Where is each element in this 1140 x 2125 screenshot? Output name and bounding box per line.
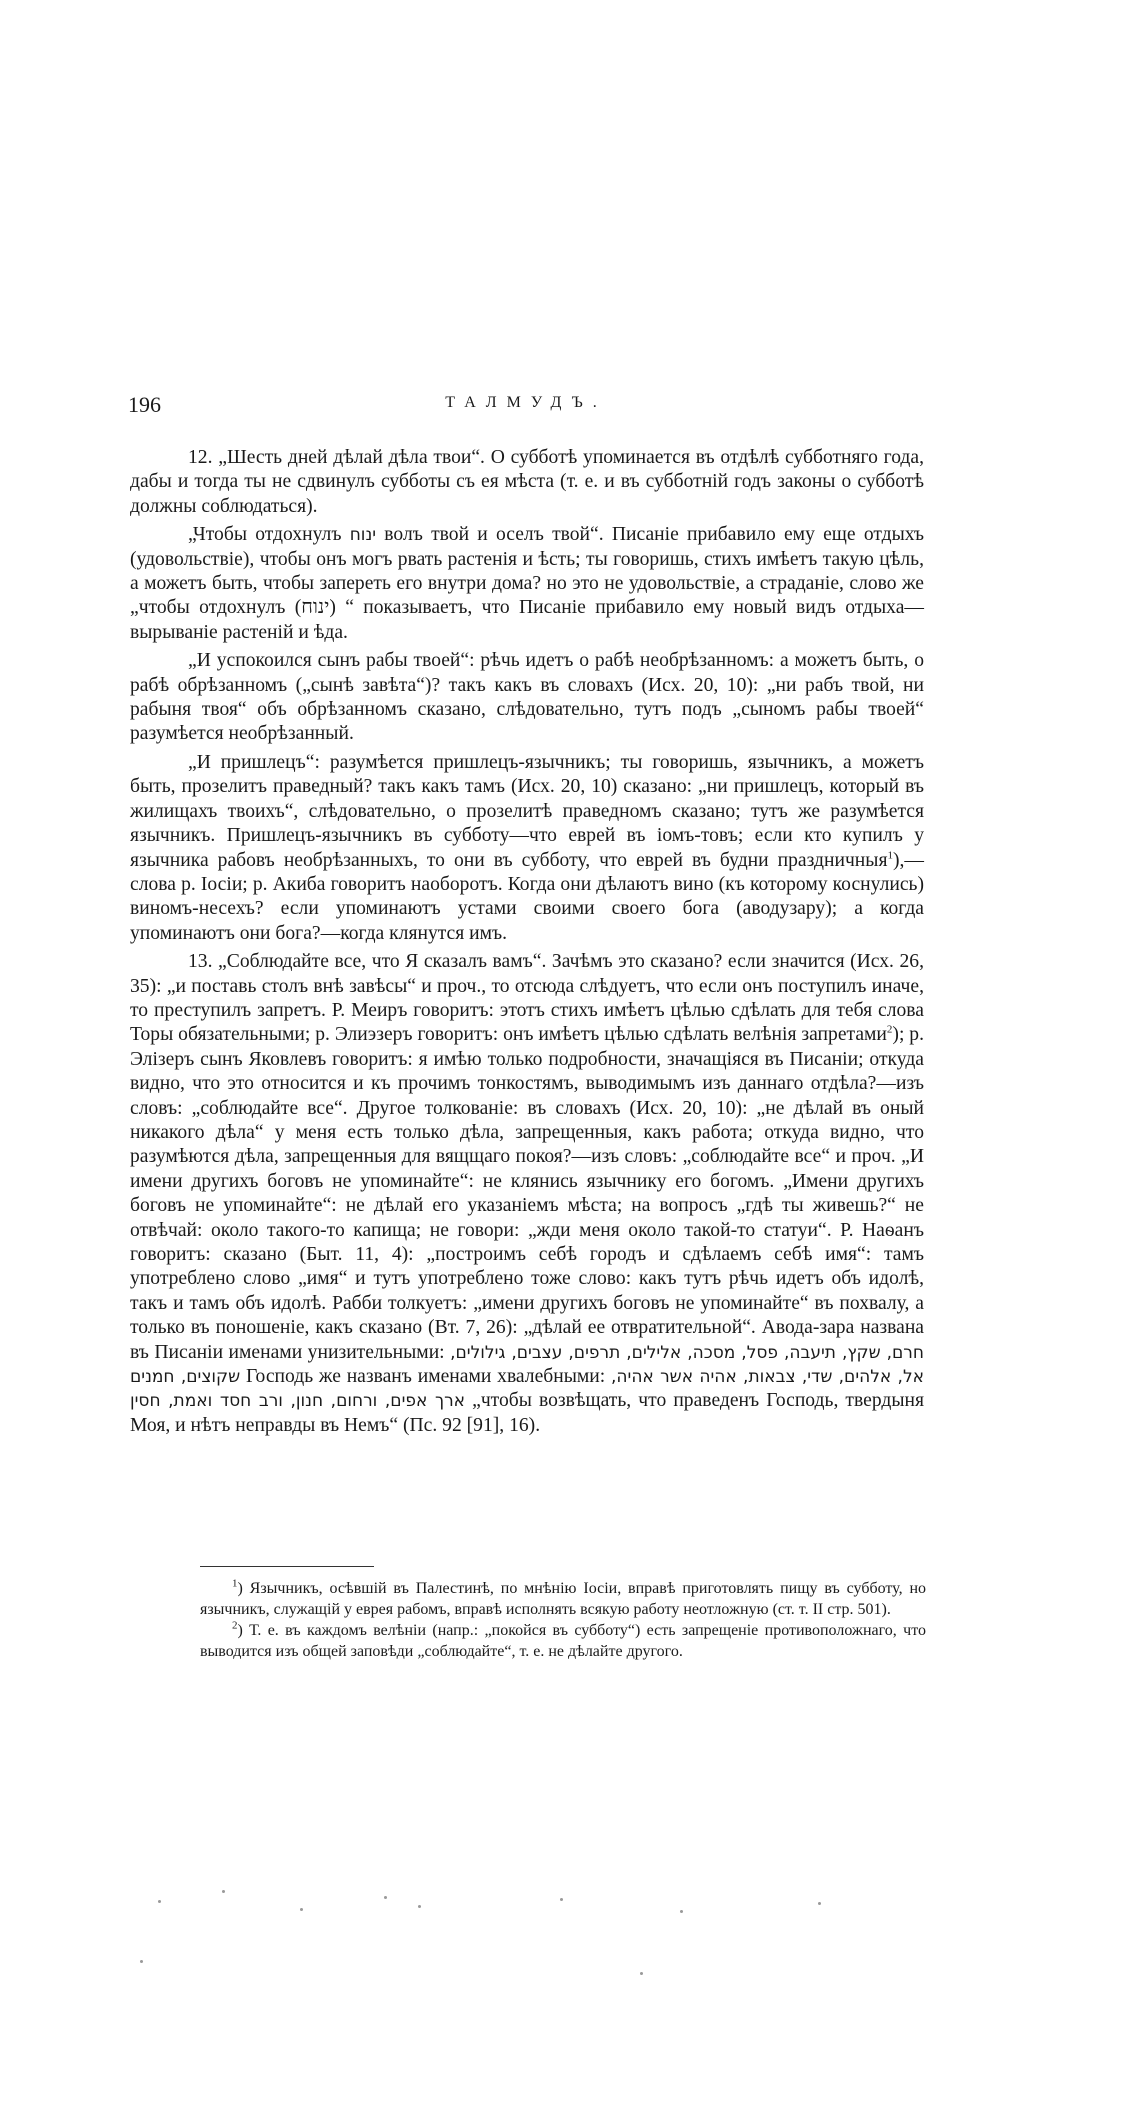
footnote-mark: 2 (232, 1619, 238, 1632)
footnotes (200, 1578, 926, 1662)
footnote-2 (200, 1620, 926, 1662)
paragraph-text: ),—слова р. Іосіи; р. Акиба говоритъ наоборотъ. Когда они дѣлаютъ вино (къ которому коснулись) виномъ-несехъ? если упоминаютъ устами своими своего бога (аводузару); а когда упоминаютъ они бога?—когда клянутся имъ. (130, 849, 924, 944)
paragraph-slave-son (130, 649, 924, 747)
paragraph-text: „чтобы возвѣщать, что праведенъ Господь, твердыня Моя, и нѣтъ неправды въ Немъ“ (Пс. 92 [91], 16). (130, 1390, 924, 1436)
scan-speck (680, 1910, 683, 1913)
scan-speck (158, 1900, 161, 1903)
paragraph-13 (130, 950, 924, 1438)
footnote-mark: 1 (232, 1577, 238, 1590)
hebrew-word: ינוח (349, 525, 377, 546)
footnote-text: ) Т. е. въ каждомъ велѣніи (напр.: „покойся въ субботу“) есть запрещеніе противоположнаго, что выводится изъ общей заповѣди „соблюдайте“, т. е. не дѣлайте другого. (200, 1622, 926, 1660)
paragraph-text: „И успокоился сынъ рабы твоей“: рѣчь идетъ о рабѣ необрѣзанномъ: а можетъ быть, о рабѣ обрѣзанномъ („сынѣ завѣта“)? такъ какъ въ словахъ (Исх. 20, 10): „ни рабъ твой, ни рабыня твоя“ объ обрѣзанномъ сказано, слѣдовательно, тутъ подъ „сыномъ рабы твоей“ разумѣется необрѣзанный. (130, 650, 924, 745)
paragraph-text: ); р. Элізеръ сынъ Яковлевъ говоритъ: я имѣю только подробности, значащіяся въ Писаніи; откуда видно, что это относится и къ прочимъ тонкостямъ, выводимымъ изъ даннаго отдѣла?—изъ словъ: „соблюдайте все“. Другое толкованіе: въ словахъ (Исх. 20, 10): „не дѣлай въ оный никакого дѣла“ у меня есть только дѣла, запрещенныя, какъ работа; откуда видно, что разумѣются дѣла, запрещенныя для вящщаго покоя?—изъ словъ: „соблюдайте все“ и проч. „И имени другихъ боговъ не упоминайте“: не клянись язычнику его богомъ. „Имени другихъ боговъ не упоминайте“: не дѣлай его указаніемъ мѣста; на вопросъ „гдѣ ты живешь?“ не отвѣчай: около такого-то капища; не говори: „жди меня около такой-то статуи“. Р. Наѳанъ говоритъ: сказано (Быт. 11, 4): „построимъ себѣ городъ и сдѣлаемъ себѣ имя“: тамъ употреблено слово „имя“ и тутъ употреблено тоже слово: какъ тутъ рѣчь идетъ объ идолѣ, такъ и тамъ объ идолѣ. Рабби толкуетъ: „имени другихъ боговъ не упоминайте“ въ похвалу, а только въ поношеніе, какъ сказано (Вт. 7, 26): „дѣлай ее отвратительной“. Авода-зара названа въ Писаніи именами унизительными: (130, 1024, 924, 1363)
hebrew-names-god: אל, אלהים, שדי, צבאות, אהיה אשר אהיה, ארך אפים, ורחום, חנון, ורב חסד ואמת, חסין (130, 1367, 924, 1412)
paragraph-text: „Чтобы отдохнулъ (188, 524, 350, 546)
paragraph-text: 13. „Соблюдайте все, что Я сказалъ вамъ“. Зачѣмъ это сказано? если значится (Исх. 26, 35): „и поставь столъ внѣ завѣсы“ и проч., то отсюда слѣдуетъ, что если онъ поступилъ иначе, то преступилъ запретъ. Р. Меиръ говоритъ: этотъ стихъ имѣетъ цѣлью сдѣлать для тебя слова Торы обязательными; р. Элиэзеръ говоритъ: онъ имѣетъ цѣлью сдѣлать велѣнія запретами (130, 951, 924, 1046)
footnote-divider (200, 1566, 374, 1567)
page-header (128, 392, 924, 422)
paragraph-text: волъ твой и оселъ твой“. Писаніе прибавило ему еще отдыхъ (удовольствіе), чтобы онъ могъ рвать растенія и ѣсть; ты говоришь, стихъ имѣетъ такую цѣль, а можетъ быть, чтобы запереть его внутри дома? но это не удовольствіе, а страданіе, слово же „чтобы отдохнулъ (ינוח) “ показываетъ, что Писаніе прибавило ему новый видъ отдыха—вырываніе растеній и ѣда. (130, 524, 924, 643)
scan-speck (560, 1898, 563, 1901)
footnote-text: ) Язычникъ, осѣвшій въ Палестинѣ, по мнѣнію Іосіи, вправѣ приготовлять пищу въ субботу, но язычникъ, служащій у еврея рабомъ, вправѣ исполнять всякую работу неотложную (ст. т. II стр. 501). (200, 1580, 926, 1618)
paragraph-rest-animals (130, 523, 924, 645)
footnote-ref-1: 1 (887, 848, 893, 861)
scan-speck (222, 1890, 225, 1893)
scan-speck (300, 1908, 303, 1911)
paragraph-text: Господь же названъ именами хвалебными: (240, 1366, 612, 1388)
scan-speck (640, 1972, 643, 1975)
footnote-1 (200, 1578, 926, 1620)
paragraph-12 (130, 446, 924, 519)
footnote-ref-2: 2 (886, 1023, 893, 1036)
scan-speck (384, 1896, 387, 1899)
hebrew-names-idols: חרם, שקץ, תיעבה, פסל, מסכה, אלילים, תרפים, עצבים, גילולים, שקוצים, חמנים (130, 1342, 924, 1388)
page-number: 196 (128, 392, 161, 417)
running-title: ТАЛМУДЪ. (445, 394, 607, 411)
paragraph-stranger (130, 751, 924, 946)
main-text (130, 446, 924, 1442)
scan-speck (418, 1905, 421, 1908)
paragraph-text: „И пришлецъ“: разумѣется пришлецъ-язычникъ; ты говоришь, язычникъ, а можетъ быть, прозелитъ праведный? такъ какъ тамъ (Исх. 20, 10) сказано: „ни пришлецъ, который въ жилищахъ твоихъ“, слѣдовательно, о прозелитѣ праведномъ сказано; тутъ же разумѣется язычникъ. Пришлецъ-язычникъ въ субботу—что еврей въ іомъ-товъ; если кто купилъ у язычника рабовъ необрѣзанныхъ, то они въ субботу, что еврей въ будни праздничныя (130, 751, 924, 871)
scan-speck (140, 1960, 143, 1963)
scan-speck (818, 1902, 821, 1905)
paragraph-text: 12. „Шесть дней дѣлай дѣла твои“. О субботѣ упоминается въ отдѣлѣ субботняго года, дабы и тогда ты не сдвинулъ субботы съ ея мѣста (т. е. и въ субботній годъ законы о субботѣ должны соблюдаться). (130, 447, 924, 517)
